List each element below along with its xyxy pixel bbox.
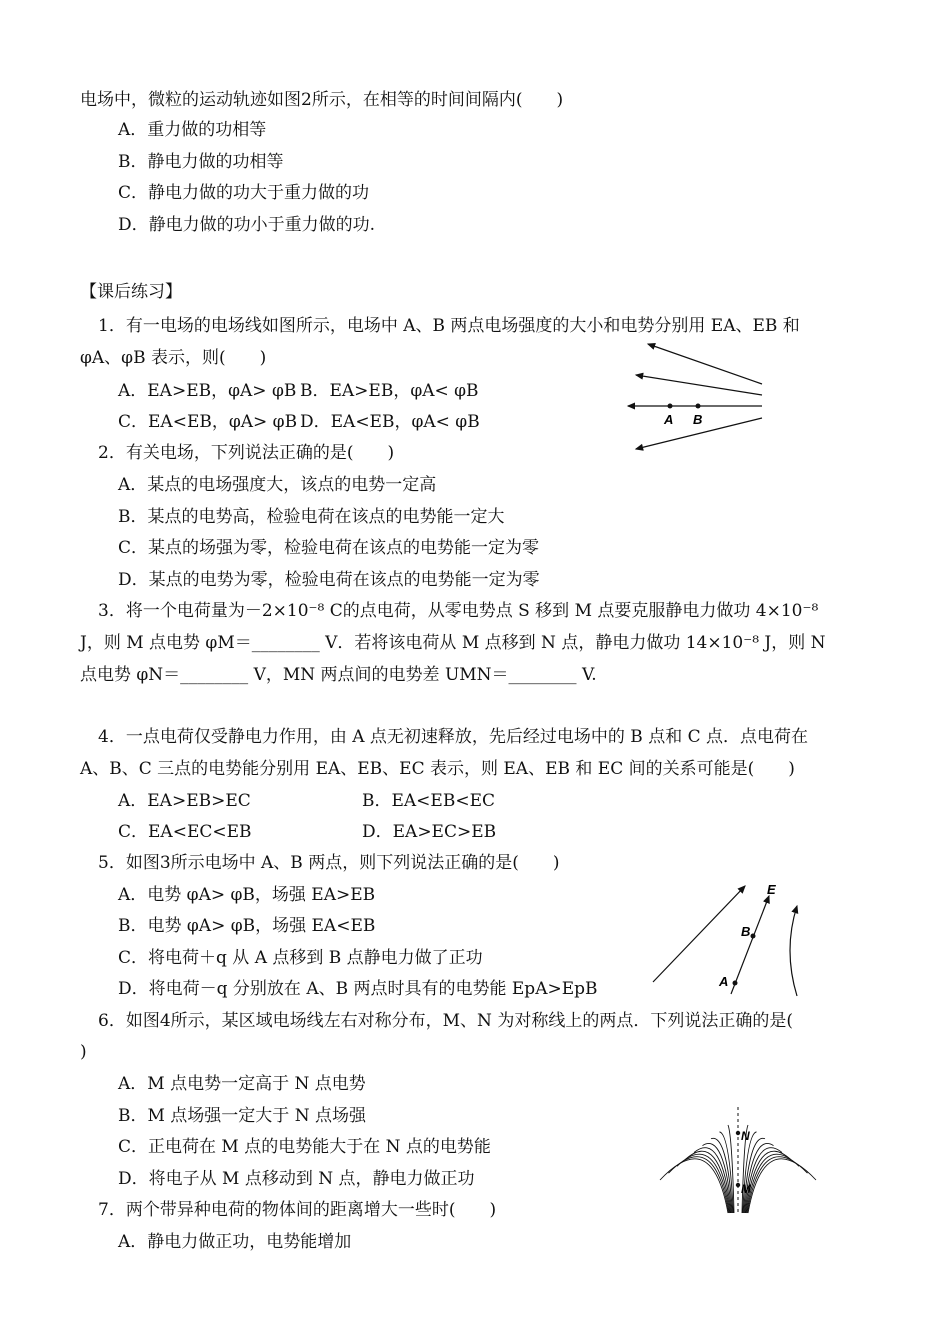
field-line-1 xyxy=(648,344,762,384)
point-a-label: A xyxy=(719,974,729,989)
q4-option-a: A．EA>EB>EC xyxy=(118,791,251,811)
q3-stem-line3: 点电势 φN＝________ V，MN 两点间的电势差 UMN＝________ V. xyxy=(80,665,597,685)
q4-option-b: B．EA<EB<EC xyxy=(362,791,495,811)
q7-stem: 7．两个带异种电荷的物体间的距离增大一些时( ) xyxy=(98,1200,497,1220)
q7-option-a: A．静电力做正功，电势能增加 xyxy=(118,1232,352,1252)
intro-option-d: D．静电力做的功小于重力做的功. xyxy=(118,215,376,235)
q2-stem: 2．有关电场，下列说法正确的是( ) xyxy=(98,443,395,463)
field-line xyxy=(748,1159,816,1213)
point-b-label: B xyxy=(693,412,703,427)
q6-option-a: A．M 点电势一定高于 N 点电势 xyxy=(118,1074,366,1094)
q5-option-c: C．将电荷＋q 从 A 点移到 B 点静电力做了正功 xyxy=(118,948,483,968)
q5-option-a: A．电势 φA> φB，场强 EA>EB xyxy=(118,885,376,905)
point-n-label: N xyxy=(741,1129,750,1143)
q1-option-d: D．EA<EB，φA< φB xyxy=(300,412,480,432)
section-title: 【课后练习】 xyxy=(80,282,182,302)
intro-option-c: C．静电力做的功大于重力做的功 xyxy=(118,183,370,203)
field-line-right xyxy=(790,906,797,996)
q2-option-c: C．某点的场强为零，检验电荷在该点的电势能一定为零 xyxy=(118,538,540,558)
q4-option-d: D．EA>EC>EB xyxy=(362,822,497,842)
point-b-dot xyxy=(696,404,701,409)
q1-option-a: A．EA>EB，φA> φB xyxy=(118,381,297,401)
field-line-middle xyxy=(731,896,769,994)
intro-option-a: A．重力做的功相等 xyxy=(118,120,267,140)
q1-stem-line2: φA、φB 表示，则( ) xyxy=(80,348,267,368)
q6-option-c: C．正电荷在 M 点的电势能大于在 N 点的电势能 xyxy=(118,1137,491,1157)
q1-stem-line1: 1．有一电场的电场线如图所示，电场中 A、B 两点电场强度的大小和电势分别用 EA、EB 和 xyxy=(98,316,800,336)
q5-option-d: D．将电荷－q 分别放在 A、B 两点时具有的电势能 EpA>EpB xyxy=(118,979,598,999)
q6-option-d: D．将电子从 M 点移动到 N 点，静电力做正功 xyxy=(118,1169,475,1189)
q5-stem: 5．如图3所示电场中 A、B 两点，则下列说法正确的是( ) xyxy=(98,853,560,873)
point-a-dot xyxy=(668,404,673,409)
point-e-label: E xyxy=(767,882,776,897)
q2-option-d: D．某点的电势为零，检验电荷在该点的电势能一定为零 xyxy=(118,570,540,590)
q3-stem-line2: J，则 M 点电势 φM＝________ V．若将该电荷从 M 点移到 N 点，静电力做功 14×10⁻⁸ J，则 N xyxy=(80,633,826,653)
q1-option-c: C．EA<EB，φA> φB xyxy=(118,412,298,432)
q4-option-c: C．EA<EC<EB xyxy=(118,822,252,842)
q6-option-b: B．M 点场强一定大于 N 点场强 xyxy=(118,1106,366,1126)
q6-stem-line2: ) xyxy=(80,1042,87,1062)
q4-stem-line2: A、B、C 三点的电势能分别用 EA、EB、EC 表示，则 EA、EB 和 EC 间的关系可能是( ) xyxy=(80,759,795,779)
intro-stem: 电场中，微粒的运动轨迹如图2所示，在相等的时间间隔内( ) xyxy=(80,90,564,110)
q1-option-b: B．EA>EB，φA< φB xyxy=(300,381,479,401)
q3-stem-line1: 3．将一个电荷量为－2×10⁻⁸ C的点电荷，从零电势点 S 移到 M 点要克服静电力做功 4×10⁻⁸ xyxy=(98,601,819,621)
q2-option-b: B．某点的电势高，检验电荷在该点的电势能一定大 xyxy=(118,507,505,527)
q6-stem-line1: 6．如图4所示，某区域电场线左右对称分布，M、N 为对称线上的两点．下列说法正确的是( xyxy=(98,1011,793,1031)
q6-symmetric-field-figure xyxy=(658,1105,818,1215)
q5-field-line-figure xyxy=(645,878,815,1000)
q1-field-line-figure xyxy=(620,338,770,458)
point-n-dot xyxy=(736,1131,740,1135)
point-b-dot xyxy=(751,934,756,939)
q4-stem-line1: 4．一点电荷仅受静电力作用，由 A 点无初速释放，先后经过电场中的 B 点和 C 点．点电荷在 xyxy=(98,727,809,747)
point-b-label: B xyxy=(741,924,751,939)
intro-option-b: B．静电力做的功相等 xyxy=(118,152,284,172)
point-m-dot xyxy=(736,1183,740,1187)
q2-option-a: A．某点的电场强度大，该点的电势一定高 xyxy=(118,475,437,495)
point-m-label: M xyxy=(741,1182,751,1196)
field-line xyxy=(660,1159,728,1213)
q5-option-b: B．电势 φA> φB，场强 EA<EB xyxy=(118,916,376,936)
point-a-label: A xyxy=(664,412,674,427)
point-a-dot xyxy=(733,981,738,986)
field-line-left xyxy=(653,886,745,982)
